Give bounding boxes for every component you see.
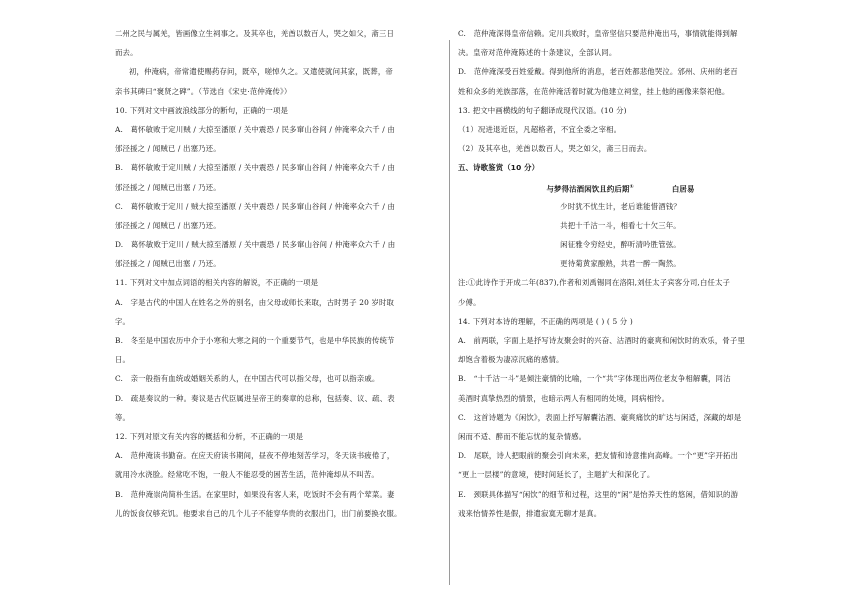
answer-option: B. 葛怀敏败于定川贼 / 大掠至潘原 / 关中震恐 / 民多窜山谷间 / 仲淹率众六千 / 由 <box>115 163 396 173</box>
text-line: “更上一层楼”的意境，使时间延长了，主题扩大和深化了。 <box>458 470 655 480</box>
answer-option: D. 尾联，诗人把眼前的聚会引向未来，把友情和诗意推向高峰。一个“更”字开拓出 <box>458 451 739 461</box>
text-line: 闲而不适、醉而不能忘忧的复杂情感。 <box>458 431 587 441</box>
text-line: 美酒时真挚热烈的情景，也暗示两人有相同的处境，同病相怜。 <box>458 393 670 403</box>
answer-option: A. 字是古代的中国人在姓名之外的别名，由父母或师长来取，古时男子 20 岁时取 <box>115 297 395 307</box>
answer-option: C. 这首诗题为《闲饮》，表面上抒写解囊沽酒、豪爽痛饮的旷达与闲适，深藏的却是 <box>458 412 742 422</box>
answer-option: D. 疏是奏议的一种。奏议是古代臣属进呈帝王的奏章的总称，包括奏、议、疏、表 <box>115 393 395 403</box>
question-stem: 13. 把文中画横线的句子翻译成现代汉语。(10 分) <box>458 105 627 115</box>
poem-note-mark: ① <box>629 183 634 190</box>
poem-line: 少时犹不忧生计，老后谁能惜酒钱？ <box>560 201 681 211</box>
question-stem: 14. 下列对本诗的理解，不正确的两项是 ( ) ( 5 分 ) <box>458 316 633 326</box>
poem-line: 闲征雅令穷经史，醉听清吟胜管弦。 <box>560 240 681 250</box>
poem-line: 共把十千沽一斗，相看七十欠三年。 <box>560 220 681 230</box>
answer-option: B. 范仲淹崇尚简朴生活。在家里时，如果没有客人来，吃饭时不会有两个荤菜。妻 <box>115 489 395 499</box>
question-stem: 12. 下列对原文有关内容的概括和分析，不正确的一项是 <box>115 431 304 441</box>
answer-option: A. 前两联，字面上是抒写诗友聚会时的兴奋、沽酒时的豪爽和闲饮时的欢乐，骨子里 <box>458 336 745 345</box>
text-line: 姓和众多的羌族部落，在范仲淹活着时就为他建立祠堂，挂上他的画像来祭祀他。 <box>458 86 730 96</box>
text-line: 邠泾援之 / 闻贼已 / 出塞乃还。 <box>115 144 221 154</box>
poem-body <box>458 197 783 274</box>
text-line: 戏来怡情养性是假，排遣寂寞无聊才是真。 <box>458 508 602 518</box>
text-line: 等。 <box>115 412 131 422</box>
answer-option: D. 范仲淹深受百姓爱戴。得到他所的消息，老百姓都悲他哭泣。邠州、庆州的老百 <box>458 67 738 77</box>
answer-option: C. 葛怀敏败于定川 / 贼大掠至潘原 / 关中震恐 / 民多窜山谷间 / 仲淹率众六千 / 由 <box>115 201 395 211</box>
poem-author: 白居易 <box>671 183 695 193</box>
poem-line: 更待菊黄家酿熟，共君一醉一陶然。 <box>560 259 681 269</box>
answer-option: C. 范仲淹深得皇帝信赖。定川兵败时，皇帝坚信只要范仲淹出马，事情就能得到解 <box>458 29 738 38</box>
right-lines-before <box>458 24 783 158</box>
text-line: 就用冷水浇脸。经常吃不饱，一般人不能忍受的困苦生活，范仲淹却从不叫苦。 <box>115 470 379 480</box>
right-lines-after <box>458 312 783 523</box>
poem-title: 与梦得沽酒闲饮且约后期 <box>546 183 630 193</box>
poem-footnote-line: 少傅。 <box>458 297 481 307</box>
text-line: 亲书其碑曰“褒贤之碑”。（节选自《宋史·范仲淹传》） <box>115 86 292 96</box>
text-line: 决。皇帝对范仲淹陈述的十条建议，全部认同。 <box>458 48 617 58</box>
answer-option: C. 亲一般指有血统或婚姻关系的人，在中国古代可以指父母，也可以指亲戚。 <box>115 374 380 384</box>
text-line: 却饱含着极为凄凉沉痛的感情。 <box>458 355 564 365</box>
question-stem: 11. 下列对文中加点词语的相关内容的解说，不正确的一项是 <box>115 278 319 288</box>
poem-footnote-line: 注:①此诗作于开成二年(837),作者和刘禹锡同在洛阳,刘任太子宾客分司,白任太子 <box>458 278 731 288</box>
answer-option: E. 颈联具体描写“闲饮”的细节和过程，这里的“闲”是怡养天性的悠闲，借知识的游 <box>458 489 739 499</box>
right-column <box>458 24 783 523</box>
answer-option: A. 范仲淹读书勤奋。在应天府读书期间，昼夜不停地刻苦学习，冬天读书疲倦了， <box>115 451 395 461</box>
text-line: 邠泾援之 / 闻贼已 / 出塞乃还。 <box>115 220 221 230</box>
text-line: （1）况进退近臣，凡超格者，不宜全委之宰相。 <box>458 124 622 134</box>
text-line: 邠泾援之 / 闻贼已出塞 / 乃还。 <box>115 259 221 269</box>
text-line: 邠泾援之 / 闻贼已出塞 / 乃还。 <box>115 182 221 192</box>
poem-note <box>458 273 783 311</box>
text-line: 二州之民与属羌，皆画像立生祠事之。及其卒也，羌酋以数百人，哭之如父，斋三日 <box>115 29 395 38</box>
answer-option: B. 冬至是中国农历中介于小寒和大寒之间的一个重要节气，也是中华民族的传统节 <box>115 336 395 345</box>
answer-option: B. “十千沽一斗”是倾注豪情的比喻，一个“共”字体现出两位老友争相解囊，同沽 <box>458 374 731 384</box>
text-line: 而去。 <box>115 48 138 58</box>
answer-option: A. 葛怀敏败于定川贼 / 大掠至潘原 / 关中震恐 / 民多窜山谷间 / 仲淹率众六千 / 由 <box>115 124 395 134</box>
answer-option: D. 葛怀敏败于定川 / 贼大掠至潘原 / 关中震恐 / 民多窜山谷间 / 仲淹率众六千 / 由 <box>115 240 396 250</box>
text-line: 字。 <box>115 316 131 326</box>
question-stem: 10. 下列对文中画波浪线部分的断句，正确的一项是 <box>115 105 289 115</box>
left-column <box>115 24 440 523</box>
poem-title-line <box>458 178 783 197</box>
text-line: 初，仲淹病，帝常遣使赐药存问，既卒，嗟悼久之。又遣使就问其家，既葬，帝 <box>129 67 393 77</box>
text-line: 日。 <box>115 355 131 365</box>
section-heading-poetry: 五、诗歌鉴赏（10 分） <box>458 163 540 173</box>
text-line: （2）及其卒也，羌酋以数百人，哭之如父，斋三日而去。 <box>458 144 652 154</box>
text-line: 儿的饭食仅够充饥。他要求自己的几个儿子不能穿华贵的衣服出门，出门前要换衣服。 <box>115 508 402 518</box>
column-divider <box>449 40 450 585</box>
